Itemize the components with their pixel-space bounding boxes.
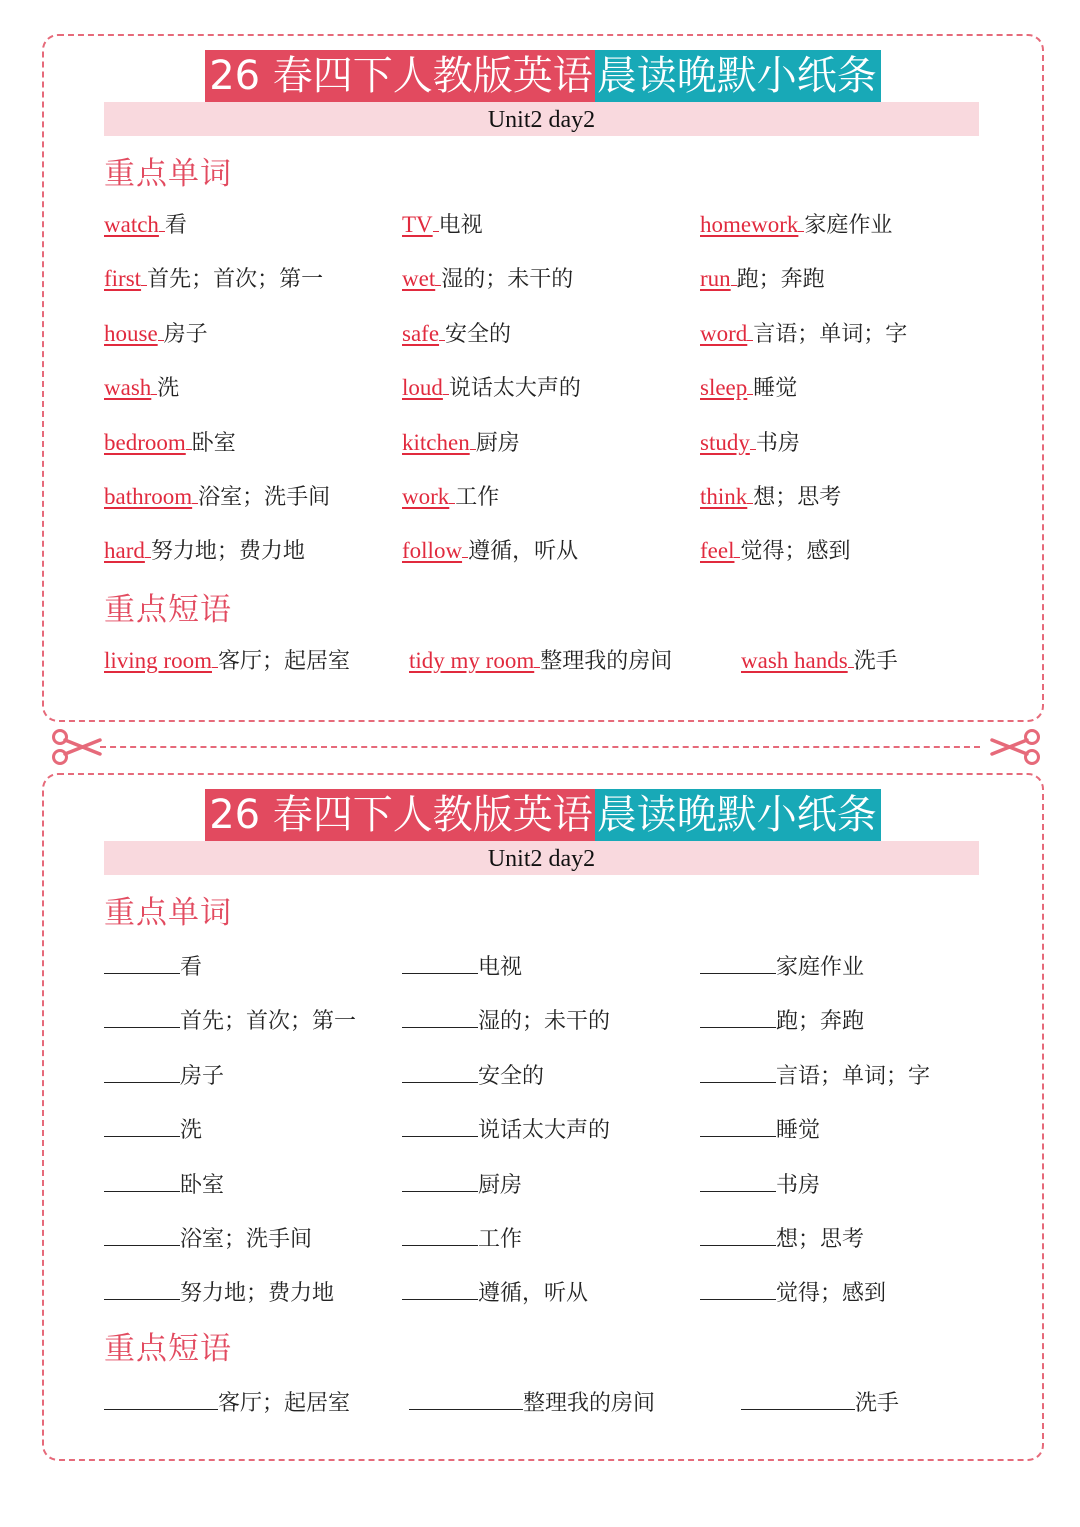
word-item bbox=[104, 480, 330, 515]
word-cn: 电视 bbox=[478, 955, 523, 980]
answer-blank[interactable] bbox=[104, 1110, 180, 1137]
blank-word-item bbox=[104, 1001, 356, 1039]
answer-blank[interactable] bbox=[104, 1001, 180, 1028]
answer-blank[interactable] bbox=[402, 1165, 478, 1192]
phrase-cn: 洗手 bbox=[853, 649, 898, 674]
blank-word-item bbox=[104, 1165, 224, 1203]
phrase-en: wash hands bbox=[741, 648, 848, 673]
answer-blank[interactable] bbox=[104, 1383, 218, 1410]
answer-blank[interactable] bbox=[402, 947, 478, 974]
word-row bbox=[104, 534, 984, 568]
blank-word-item bbox=[700, 1273, 886, 1311]
word-cn: 洗 bbox=[180, 1118, 203, 1144]
answer-blank[interactable] bbox=[409, 1383, 523, 1410]
section-words-title: 重点单词 bbox=[104, 156, 232, 192]
card-title bbox=[44, 50, 1042, 102]
answer-blank[interactable] bbox=[104, 1165, 180, 1192]
scissors-icon bbox=[990, 728, 1042, 766]
word-en: kitchen bbox=[402, 429, 470, 455]
word-cn: 说话太大声的 bbox=[448, 376, 581, 402]
answer-blank[interactable] bbox=[402, 1273, 478, 1300]
word-en: hard bbox=[104, 538, 145, 564]
word-cn: 觉得；感到 bbox=[740, 539, 851, 565]
answer-blank[interactable] bbox=[700, 1273, 776, 1300]
practice-card bbox=[42, 773, 1044, 1461]
blank-word-item bbox=[700, 947, 864, 985]
word-item bbox=[104, 371, 179, 406]
word-en: word bbox=[700, 320, 748, 346]
word-en: safe bbox=[402, 320, 440, 346]
title-left: 26 春四下人教版英语 bbox=[205, 789, 595, 841]
answer-blank[interactable] bbox=[700, 1056, 776, 1083]
word-cn: 厨房 bbox=[478, 1172, 523, 1198]
word-en: bathroom bbox=[104, 484, 193, 509]
blank-word-item bbox=[700, 1056, 930, 1094]
word-cn: 安全的 bbox=[445, 321, 512, 347]
answer-blank[interactable] bbox=[104, 1273, 180, 1300]
word-item bbox=[402, 208, 483, 243]
word-cn: 家庭作业 bbox=[804, 213, 893, 238]
word-cn: 遵循，听从 bbox=[468, 539, 579, 565]
word-row bbox=[104, 1110, 984, 1144]
word-cn: 卧室 bbox=[191, 430, 236, 456]
word-en: think bbox=[700, 484, 748, 509]
word-cn: 言语；单词；字 bbox=[776, 1063, 931, 1089]
title-left: 26 春四下人教版英语 bbox=[205, 50, 595, 102]
blank-phrase-list bbox=[104, 1383, 984, 1417]
answer-blank[interactable] bbox=[402, 1056, 478, 1083]
phrase-list bbox=[104, 644, 984, 678]
word-cn: 看 bbox=[164, 213, 187, 238]
phrase-cn: 洗手 bbox=[855, 1391, 900, 1416]
phrase-cn: 整理我的房间 bbox=[523, 1391, 656, 1416]
answer-blank[interactable] bbox=[104, 1219, 180, 1246]
answer-blank[interactable] bbox=[104, 1056, 180, 1083]
answer-blank[interactable] bbox=[104, 947, 180, 974]
section-words-title: 重点单词 bbox=[104, 895, 232, 931]
word-row bbox=[104, 208, 984, 242]
word-cn: 努力地；费力地 bbox=[150, 539, 305, 565]
word-cn: 湿的；未干的 bbox=[441, 267, 574, 293]
blank-word-item bbox=[104, 1056, 224, 1094]
word-item bbox=[700, 371, 797, 406]
word-item bbox=[402, 534, 578, 569]
word-row bbox=[104, 1273, 984, 1307]
blank-word-item bbox=[104, 947, 202, 985]
phrase-cn: 整理我的房间 bbox=[540, 649, 673, 674]
word-cn: 工作 bbox=[455, 485, 500, 510]
word-cn: 书房 bbox=[776, 1172, 821, 1198]
blank-phrase-item bbox=[741, 1383, 899, 1421]
word-en: first bbox=[104, 266, 142, 292]
word-en: wet bbox=[402, 266, 436, 292]
word-item bbox=[402, 480, 499, 515]
blank-word-item bbox=[402, 1110, 610, 1148]
section-phrases-title: 重点短语 bbox=[104, 592, 232, 628]
answer-blank[interactable] bbox=[700, 1165, 776, 1192]
word-item bbox=[104, 208, 187, 243]
phrase-item bbox=[104, 644, 350, 679]
word-cn: 洗 bbox=[157, 376, 180, 402]
phrase-en: living room bbox=[104, 648, 212, 673]
word-cn: 跑；奔跑 bbox=[736, 267, 825, 293]
answer-blank[interactable] bbox=[700, 1219, 776, 1246]
word-en: study bbox=[700, 429, 750, 455]
word-row bbox=[104, 371, 984, 405]
word-item bbox=[104, 317, 208, 352]
word-item bbox=[104, 426, 236, 461]
blank-word-item bbox=[104, 1219, 312, 1257]
phrase-cn: 客厅；起居室 bbox=[217, 649, 350, 674]
word-cn: 想；思考 bbox=[776, 1227, 865, 1252]
unit-label: Unit2 day2 bbox=[104, 102, 979, 136]
title-right: 晨读晚默小纸条 bbox=[595, 789, 881, 841]
answer-blank[interactable] bbox=[700, 947, 776, 974]
word-item bbox=[402, 426, 520, 461]
word-cn: 觉得；感到 bbox=[776, 1281, 887, 1307]
section-phrases-title: 重点短语 bbox=[104, 1331, 232, 1367]
word-cn: 书房 bbox=[755, 430, 800, 456]
word-en: TV bbox=[402, 212, 433, 237]
blank-word-item bbox=[700, 1219, 864, 1257]
blank-word-item bbox=[402, 1273, 588, 1311]
word-cn: 家庭作业 bbox=[776, 955, 865, 980]
blank-phrase-item bbox=[104, 1383, 350, 1421]
word-item bbox=[402, 371, 581, 406]
word-cn: 遵循，听从 bbox=[478, 1281, 589, 1307]
answer-card bbox=[42, 34, 1044, 722]
word-row bbox=[104, 426, 984, 460]
word-item bbox=[402, 262, 573, 297]
scissors-icon bbox=[50, 728, 102, 766]
word-row bbox=[104, 1056, 984, 1090]
answer-blank[interactable] bbox=[741, 1383, 855, 1410]
word-item bbox=[700, 480, 841, 515]
word-en: feel bbox=[700, 538, 735, 564]
word-cn: 说话太大声的 bbox=[478, 1118, 611, 1144]
word-en: homework bbox=[700, 212, 799, 237]
word-cn: 房子 bbox=[180, 1063, 225, 1089]
blank-word-item bbox=[104, 1110, 202, 1148]
blank-word-item bbox=[402, 1165, 522, 1203]
word-cn: 湿的；未干的 bbox=[478, 1009, 611, 1035]
word-en: loud bbox=[402, 375, 443, 401]
blank-phrase-item bbox=[409, 1383, 655, 1421]
unit-label: Unit2 day2 bbox=[104, 841, 979, 875]
word-cn: 想；思考 bbox=[753, 485, 842, 510]
word-item bbox=[104, 534, 305, 569]
answer-blank[interactable] bbox=[402, 1110, 478, 1137]
word-cn: 睡觉 bbox=[776, 1118, 821, 1144]
word-row bbox=[104, 1165, 984, 1199]
blank-word-item bbox=[700, 1001, 864, 1039]
word-cn: 跑；奔跑 bbox=[776, 1009, 865, 1035]
word-en: run bbox=[700, 266, 731, 292]
word-row bbox=[104, 1219, 984, 1253]
blank-word-item bbox=[402, 1001, 610, 1039]
word-item bbox=[402, 317, 511, 352]
blank-word-item bbox=[700, 1110, 820, 1148]
word-cn: 言语；单词；字 bbox=[753, 321, 908, 347]
word-cn: 工作 bbox=[478, 1227, 523, 1252]
blank-word-item bbox=[104, 1273, 334, 1311]
word-item bbox=[104, 262, 323, 297]
word-row bbox=[104, 262, 984, 296]
word-cn: 电视 bbox=[438, 213, 483, 238]
word-cn: 看 bbox=[180, 955, 203, 980]
cut-line bbox=[100, 746, 980, 748]
phrase-en: tidy my room bbox=[409, 648, 535, 673]
word-item bbox=[700, 426, 800, 461]
word-cn: 卧室 bbox=[180, 1172, 225, 1198]
word-cn: 首先；首次；第一 bbox=[147, 267, 324, 293]
word-row bbox=[104, 317, 984, 351]
word-cn: 努力地；费力地 bbox=[180, 1281, 335, 1307]
word-item bbox=[700, 208, 892, 243]
word-en: work bbox=[402, 484, 450, 509]
word-en: wash bbox=[104, 375, 152, 401]
word-item bbox=[700, 317, 907, 352]
answer-blank[interactable] bbox=[700, 1110, 776, 1137]
word-cn: 浴室；洗手间 bbox=[180, 1227, 313, 1252]
word-item bbox=[700, 534, 850, 569]
blank-word-item bbox=[402, 1056, 544, 1094]
word-en: sleep bbox=[700, 375, 748, 401]
word-row bbox=[104, 480, 984, 514]
blank-word-item bbox=[700, 1165, 820, 1203]
word-row bbox=[104, 1001, 984, 1035]
phrase-item bbox=[409, 644, 672, 679]
word-en: house bbox=[104, 320, 158, 346]
word-en: watch bbox=[104, 212, 159, 237]
word-item bbox=[700, 262, 825, 297]
blank-word-item bbox=[402, 947, 522, 985]
card-title bbox=[44, 789, 1042, 841]
word-en: bedroom bbox=[104, 429, 186, 455]
answer-blank[interactable] bbox=[700, 1001, 776, 1028]
word-cn: 房子 bbox=[163, 321, 208, 347]
phrase-item bbox=[741, 644, 898, 679]
title-right: 晨读晚默小纸条 bbox=[595, 50, 881, 102]
word-cn: 浴室；洗手间 bbox=[198, 485, 331, 510]
answer-blank[interactable] bbox=[402, 1001, 478, 1028]
phrase-cn: 客厅；起居室 bbox=[218, 1391, 351, 1416]
word-row bbox=[104, 947, 984, 981]
word-cn: 厨房 bbox=[475, 430, 520, 456]
word-cn: 安全的 bbox=[478, 1063, 545, 1089]
word-cn: 首先；首次；第一 bbox=[180, 1009, 357, 1035]
word-cn: 睡觉 bbox=[753, 376, 798, 402]
answer-blank[interactable] bbox=[402, 1219, 478, 1246]
blank-word-item bbox=[402, 1219, 522, 1257]
word-en: follow bbox=[402, 538, 463, 564]
